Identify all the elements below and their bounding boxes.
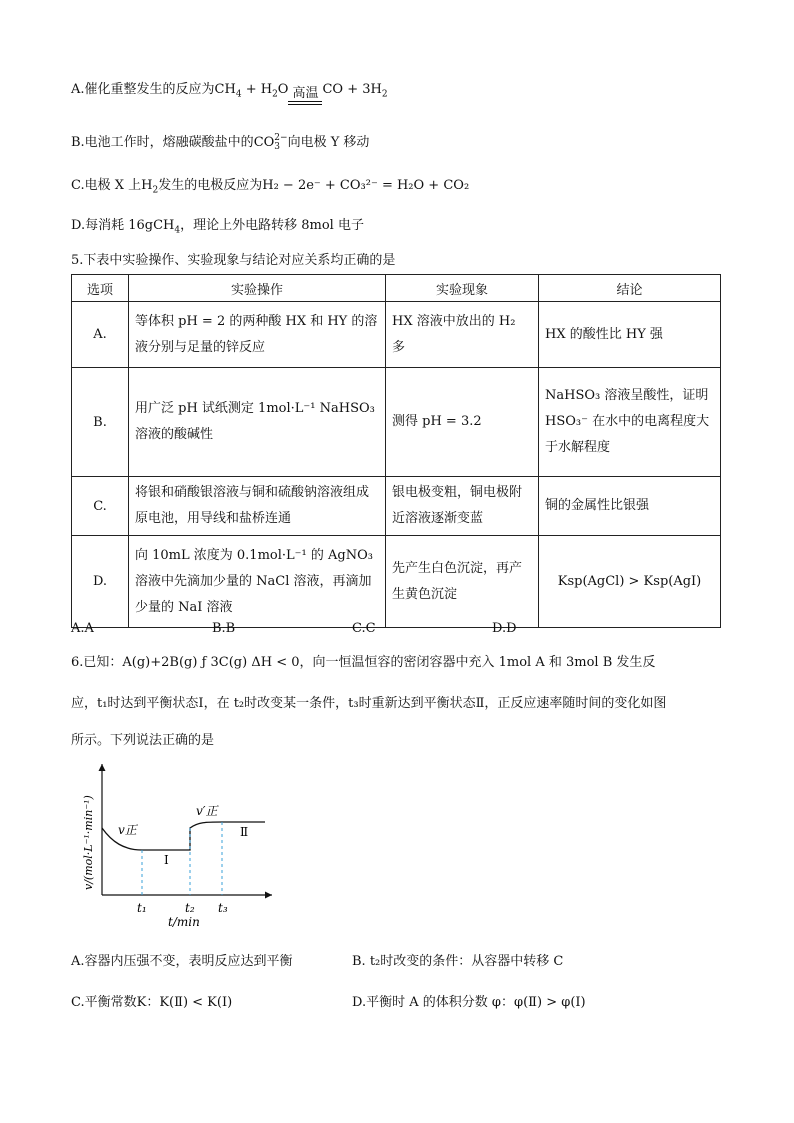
- header-option: 选项: [72, 275, 129, 302]
- row-phenomenon: HX 溶液中放出的 H₂ 多: [386, 302, 539, 368]
- choice-d[interactable]: D.D: [492, 621, 517, 636]
- row-operation: 将银和硝酸银溶液与铜和硫酸钠溶液组成原电池，用导线和盐桥连通: [129, 477, 386, 536]
- row-option: D.: [72, 536, 129, 628]
- t2-label: t₂: [185, 901, 195, 915]
- eq-sub: 2: [381, 89, 388, 100]
- row-phenomenon: 银电极变粗，铜电极附近溶液逐渐变蓝: [386, 477, 539, 536]
- q4-option-d: [71, 216, 364, 241]
- q4-option-d-text: D.每消耗 16g: [71, 218, 154, 233]
- q4-option-a-text: A.催化重整发生的反应为: [71, 82, 215, 97]
- q4-option-b-text-2: 向电极 Y 移动: [287, 135, 370, 150]
- question-6-stem-3: 所示。下列说法正确的是: [71, 733, 215, 748]
- q4-option-b-text: B.电池工作时，熔融碳酸盐中的: [71, 135, 254, 150]
- eq-sub: 4: [235, 89, 242, 100]
- q4-option-c: [71, 176, 469, 201]
- h2: H: [141, 178, 153, 193]
- v-forward-label: v正: [118, 823, 137, 837]
- condition-text: 高温: [292, 85, 319, 101]
- row-conclusion: Ksp(AgCl) > Ksp(AgI): [539, 536, 721, 628]
- q4-option-d-text-2: ，理论上外电路转移 8mol 电子: [180, 218, 364, 233]
- table-row: [72, 536, 721, 628]
- reaction-condition-arrow: [288, 85, 322, 105]
- row-operation: 向 10mL 浓度为 0.1mol·L⁻¹ 的 AgNO₃ 溶液中先滴加少量的 NaCl 溶液，再滴加少量的 NaI 溶液: [129, 536, 386, 628]
- table-row: [72, 477, 721, 536]
- question-6-stem-2: 应，t₁时达到平衡状态Ⅰ，在 t₂时改变某一条件，t₃时重新达到平衡状态Ⅱ，正反应速率随时间的变化如图: [71, 696, 667, 711]
- row-operation: 用广泛 pH 试纸测定 1mol·L⁻¹ NaHSO₃ 溶液的酸碱性: [129, 368, 386, 477]
- y-axis-label: v/(mol·L⁻¹·min⁻¹): [82, 795, 95, 890]
- region-2-label: Ⅱ: [240, 825, 249, 839]
- table-row: [72, 302, 721, 368]
- table-row: [72, 368, 721, 477]
- electrode-equation: H₂ − 2e⁻ + CO₃²⁻ = H₂O + CO₂: [262, 178, 470, 193]
- t1-label: t₁: [137, 901, 147, 915]
- rate-time-graph: [80, 760, 280, 930]
- h2-sub: 2: [152, 185, 159, 196]
- q6-option-a[interactable]: A.容器内压强不变，表明反应达到平衡: [71, 954, 293, 969]
- row-option: A.: [72, 302, 129, 368]
- experiment-table: [71, 274, 721, 628]
- eq-sub: 2: [272, 89, 278, 100]
- ch4-sub: 4: [174, 225, 181, 236]
- ion-charge: 2−: [274, 132, 288, 143]
- row-option: C.: [72, 477, 129, 536]
- q6-option-b[interactable]: B. t₂时改变的条件：从容器中转移 C: [352, 954, 564, 969]
- table-header-row: [72, 275, 721, 302]
- question-6-stem-1: 6.已知：A(g)+2B(g) ƒ 3C(g) ΔH < 0，向一恒温恒容的密闭容器中充入 1mol A 和 3mol B 发生反: [71, 655, 656, 670]
- q5-choices: [71, 621, 571, 641]
- choice-b[interactable]: B.B: [212, 621, 236, 636]
- eq-o: O: [277, 82, 289, 97]
- eq-plus-h: + H: [241, 82, 273, 97]
- row-option: B.: [72, 368, 129, 477]
- question-5-stem: 5.下表中实验操作、实验现象与结论对应关系均正确的是: [71, 253, 396, 268]
- row-conclusion: HX 的酸性比 HY 强: [539, 302, 721, 368]
- eq-right: CO + 3H: [322, 82, 382, 97]
- header-conclusion: 结论: [539, 275, 721, 302]
- q6-option-c[interactable]: C.平衡常数K：K(Ⅱ) < K(Ⅰ): [71, 995, 233, 1010]
- choice-c[interactable]: C.C: [352, 621, 376, 636]
- choice-a[interactable]: A.A: [71, 621, 94, 636]
- q6-option-d[interactable]: D.平衡时 A 的体积分数 φ：φ(Ⅱ) > φ(Ⅰ): [352, 995, 586, 1010]
- row-phenomenon: 测得 pH = 3.2: [386, 368, 539, 477]
- ch4: CH: [153, 218, 175, 233]
- q4-option-b: [71, 133, 369, 153]
- v-forward-prime-label: v′正: [196, 804, 218, 818]
- ion-sub: 3: [274, 141, 281, 152]
- t3-label: t₃: [218, 901, 228, 915]
- q4-option-a: [71, 80, 388, 105]
- header-operation: 实验操作: [129, 275, 386, 302]
- q4-option-c-text: C.电极 X 上: [71, 178, 142, 193]
- row-operation: 等体积 pH = 2 的两种酸 HX 和 HY 的溶液分别与足量的锌反应: [129, 302, 386, 368]
- region-1-label: Ⅰ: [164, 853, 169, 867]
- row-phenomenon: 先产生白色沉淀，再产生黄色沉淀: [386, 536, 539, 628]
- row-conclusion: 铜的金属性比银强: [539, 477, 721, 536]
- ion-co3: CO: [253, 135, 275, 150]
- eq-ch4: CH: [214, 82, 236, 97]
- x-axis-label: t/min: [168, 915, 200, 929]
- header-phenomenon: 实验现象: [386, 275, 539, 302]
- q4-option-c-text-2: 发生的电极反应为: [158, 178, 263, 193]
- row-conclusion: NaHSO₃ 溶液呈酸性，证明 HSO₃⁻ 在水中的电离程度大于水解程度: [539, 368, 721, 477]
